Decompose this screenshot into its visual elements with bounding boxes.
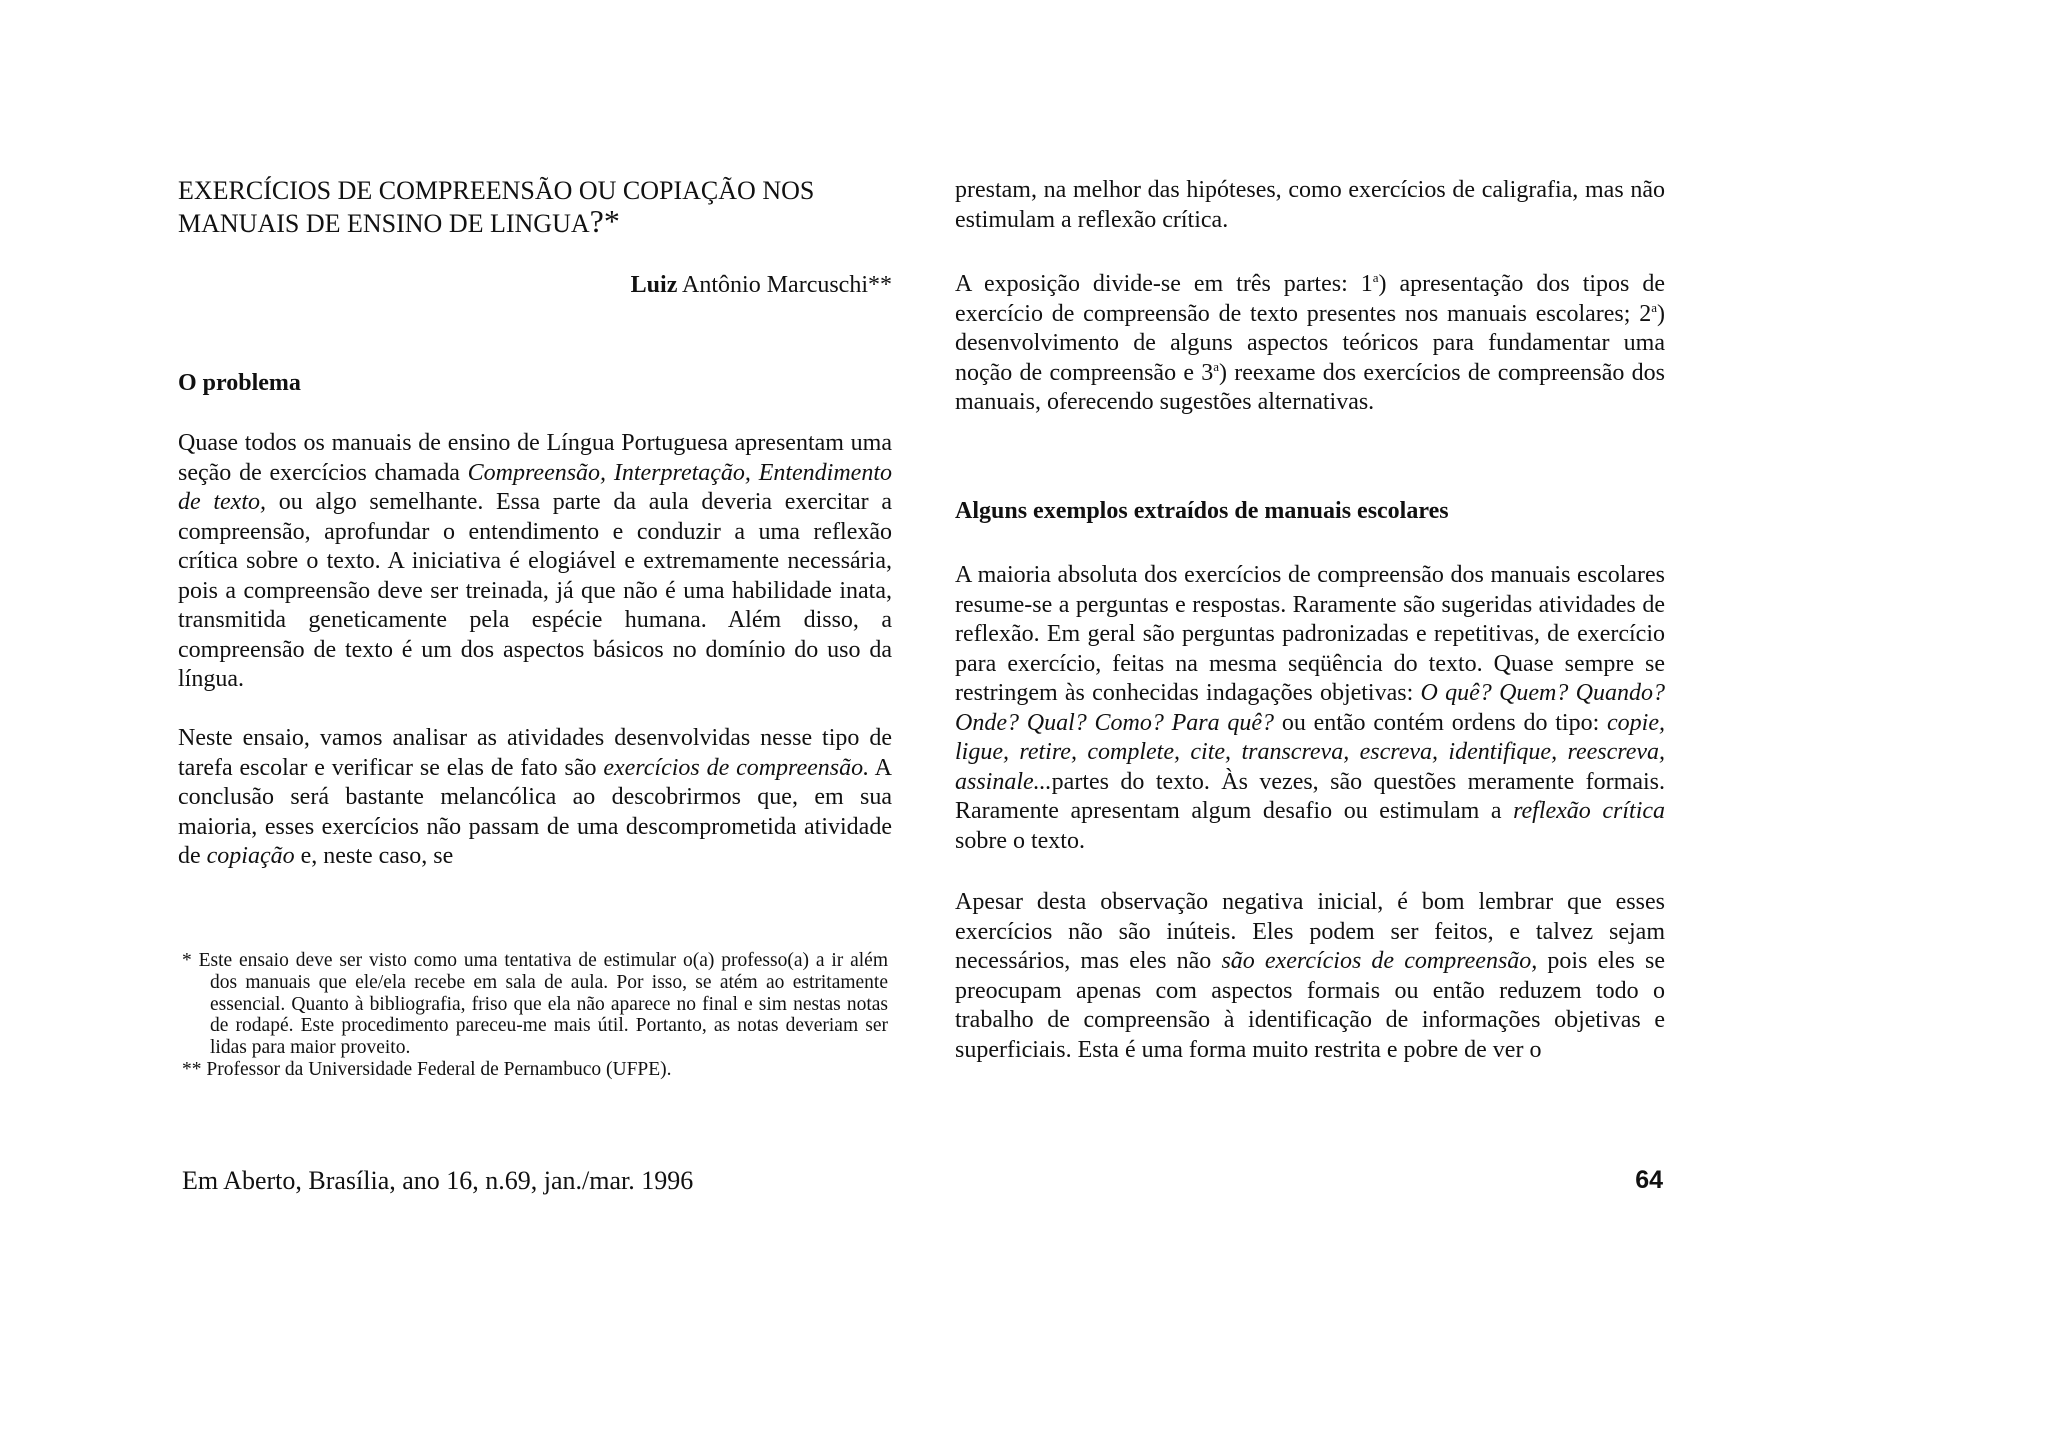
paragraph-observation: Apesar desta observação negativa inicial, é bom lembrar que esses exercícios não são inúteis. Eles podem ser feitos, e talvez sejam necessários, mas eles não são exercícios de compreensão, pois eles se preocupam apenas com aspectos formais ou então reduzem todo o trabalho de compreensão à identificação de informações objetivas e superficiais. Esta é uma forma muito restrita e pobre de ver o xyxy=(955,889,1665,1063)
journal-citation: Em Aberto, Brasília, ano 16, n.69, jan./mar. 1996 xyxy=(182,1166,694,1195)
author-rest: Antônio Marcuschi** xyxy=(677,272,892,298)
paragraph-essay-aim: Neste ensaio, vamos analisar as atividades desenvolvidas nesse tipo de tarefa escolar e verificar se elas de fato são exercícios de compreensão. A conclusão será bastante melancólica ao descobrirmos que, em sua maioria, esses exercícios não passam de uma descomprometida atividade de copiação e, neste caso, se xyxy=(178,725,893,869)
paragraph-structure: A exposição divide-se em três partes: 1$^a$) apresentação dos tipos de exercício de compreensão de texto presentes nos manuais escolares; 2$^a$) desenvolvimento de alguns aspectos teóricos para fundamentar uma noção de compreensão e 3$^a$) reexame dos exercícios de compreensão dos manuais, oferecendo sugestões alternativas. xyxy=(955,270,1666,415)
paragraph-examples: A maioria absoluta dos exercícios de compreensão dos manuais escolares resume-se a perguntas e respostas. Raramente são sugeridas atividades de reflexão. Em geral são perguntas padronizadas e repetitivas, de exercício para exercício, feitas na mesma seqüência do texto. Quase sempre se restringem às conhecidas indagações objetivas: O quê? Quem? Quando? Onde? Qual? Como? Para quê? ou então contém ordens do tipo: copie, ligue, retire, complete, cite, transcreva, escreva, identifique, reescreva, assinale...partes do texto. Às vezes, são questões meramente formais. Raramente apresentam algum desafio ou estimulam a reflexão crítica sobre o texto. xyxy=(955,562,1666,854)
paragraph-continuation: prestam, na melhor das hipóteses, como exercícios de caligrafia, mas não estimulam a reflexão crítica. xyxy=(955,177,1665,233)
footnote-2: ** Professor da Universidade Federal de Pernambuco (UFPE). xyxy=(182,1058,672,1080)
section-heading-problem: O problema xyxy=(178,370,301,396)
author-byline xyxy=(631,272,892,299)
author-first-name: Luiz xyxy=(630,272,678,298)
title-footnote-mark: ?* xyxy=(589,203,620,239)
page-number: 64 xyxy=(1635,1166,1663,1194)
paragraph-intro: Quase todos os manuais de ensino de Língua Portuguesa apresentam uma seção de exercícios chamada Compreensão, Interpretação, Entendimento de texto, ou algo semelhante. Essa parte da aula deveria exercitar a compreensão, aprofundar o entendimento e conduzir a uma reflexão crítica sobre o texto. A iniciativa é elogiável e extremamente necessária, pois a compreensão deve ser treinada, já que não é uma habilidade inata, transmitida geneticamente pela espécie humana. Além disso, a compreensão de texto é um dos aspectos básicos no domínio do uso da língua. xyxy=(178,430,893,692)
footnotes xyxy=(182,950,888,1081)
article-title: EXERCÍCIOS DE COMPREENSÃO OU COPIAÇÃO NOS MANUAIS DE ENSINO DE LINGUA?* xyxy=(178,176,815,239)
section-heading-examples: Alguns exemplos extraídos de manuais escolares xyxy=(955,498,1449,524)
footnote-1: * Este ensaio deve ser visto como uma tentativa de estimular o(a) professo(a) a ir além dos manuais que ele/ela recebe em sala de aula. Por isso, se atém ao estritamente essencial. Quanto à bibliografia, friso que ela não aparece no final e sim nestas notas de rodapé. Este procedimento pareceu-me mais útil. Portanto, as notas deveriam ser lidas para maior proveito. xyxy=(182,950,888,1059)
